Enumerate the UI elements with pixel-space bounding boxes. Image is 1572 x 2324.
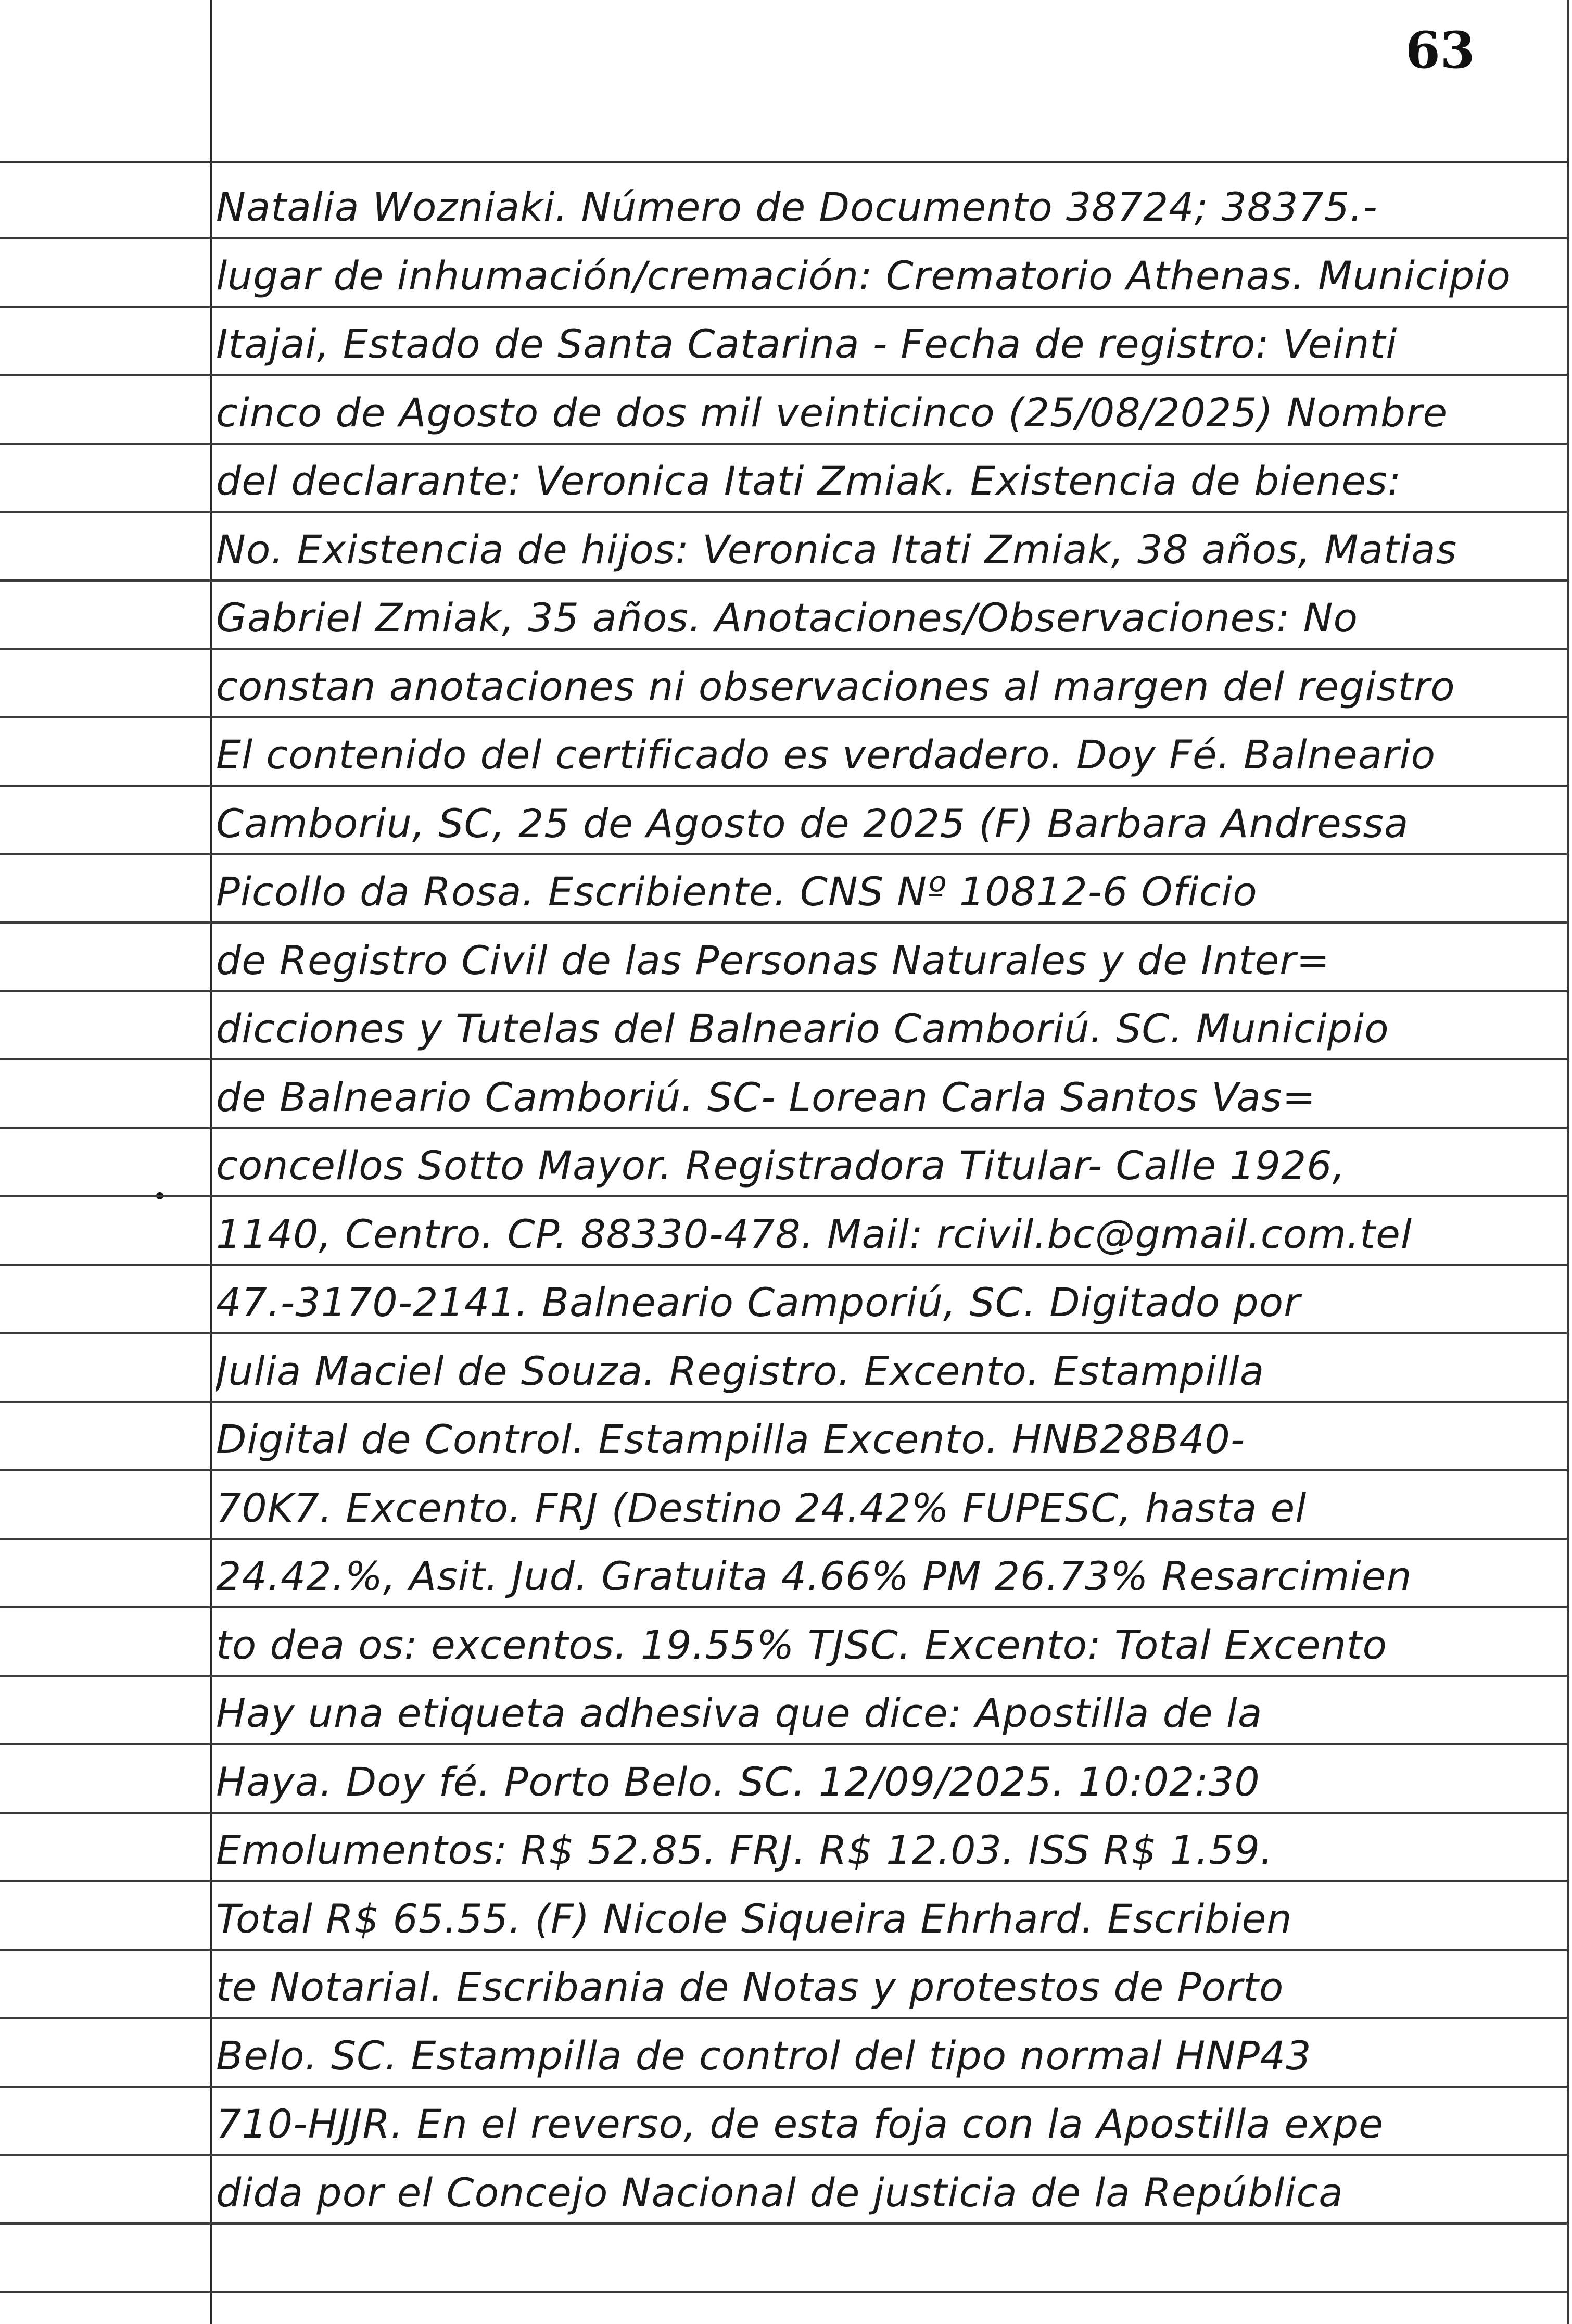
ruled-line bbox=[0, 1949, 1567, 1951]
ruled-line bbox=[0, 1606, 1567, 1608]
handwritten-line: Itajai, Estado de Santa Catarina - Fecha de registro: Veinti bbox=[216, 321, 1398, 367]
handwritten-line: lugar de inhumación/cremación: Crematorio Athenas. Municipio bbox=[216, 252, 1511, 299]
ruled-line bbox=[0, 1332, 1567, 1334]
handwritten-line: Hay una etiqueta adhesiva que dice: Apostilla de la bbox=[216, 1690, 1263, 1736]
ruled-line bbox=[0, 2154, 1567, 2156]
handwritten-line: Julia Maciel de Souza. Registro. Excento. Estampilla bbox=[216, 1348, 1265, 1394]
ruled-line bbox=[0, 716, 1567, 718]
ruled-line bbox=[0, 921, 1567, 924]
ruled-line bbox=[0, 1127, 1567, 1129]
ruled-line bbox=[0, 306, 1567, 308]
ruled-line bbox=[0, 579, 1567, 582]
ruled-line bbox=[0, 2017, 1567, 2019]
handwritten-line: constan anotaciones ni observaciones al margen del registro bbox=[216, 663, 1455, 710]
handwritten-line: te Notarial. Escribania de Notas y protestos de Porto bbox=[216, 1964, 1284, 2010]
ruled-line bbox=[0, 374, 1567, 376]
ruled-line bbox=[0, 1675, 1567, 1677]
ruled-line bbox=[0, 785, 1567, 787]
handwritten-line: dida por el Concejo Nacional de justicia de la República bbox=[216, 2169, 1343, 2216]
ruled-line bbox=[0, 853, 1567, 855]
handwritten-line: de Registro Civil de las Personas Naturales y de Inter= bbox=[216, 937, 1330, 983]
ruled-line bbox=[0, 1743, 1567, 1745]
ruled-line bbox=[0, 1538, 1567, 1540]
handwritten-line: 1140, Centro. CP. 88330-478. Mail: rcivil.bc@gmail.com.tel bbox=[216, 1211, 1412, 1257]
ruled-line bbox=[0, 1058, 1567, 1060]
handwritten-line: concellos Sotto Mayor. Registradora Titular- Calle 1926, bbox=[216, 1142, 1346, 1189]
ruled-line bbox=[0, 1469, 1567, 1471]
handwritten-line: Total R$ 65.55. (F) Nicole Siqueira Ehrhard. Escribien bbox=[216, 1896, 1292, 1942]
handwritten-line: 70K7. Excento. FRJ (Destino 24.42% FUPESC, hasta el bbox=[216, 1485, 1307, 1531]
ruled-line bbox=[0, 2086, 1567, 2088]
handwritten-line: Digital de Control. Estampilla Excento. HNB28B40- bbox=[216, 1416, 1246, 1462]
ruled-line bbox=[0, 1401, 1567, 1403]
handwritten-line: No. Existencia de hijos: Veronica Itati Zmiak, 38 años, Matias bbox=[216, 526, 1457, 573]
ruled-line bbox=[0, 443, 1567, 445]
handwritten-line: 24.42.%, Asit. Jud. Gratuita 4.66% PM 26.73% Resarcimien bbox=[216, 1553, 1412, 1599]
handwritten-line: Emolumentos: R$ 52.85. FRJ. R$ 12.03. ISS R$ 1.59. bbox=[216, 1827, 1274, 1873]
handwritten-line: to dea os: excentos. 19.55% TJSC. Excento: Total Excento bbox=[216, 1622, 1388, 1668]
ruled-line bbox=[0, 1812, 1567, 1814]
ruled-line bbox=[0, 1195, 1567, 1197]
handwritten-line: El contenido del certificado es verdadero. Doy Fé. Balneario bbox=[216, 731, 1436, 778]
margin-line bbox=[210, 0, 212, 2324]
ruled-line bbox=[0, 2291, 1567, 2293]
handwritten-line: del declarante: Veronica Itati Zmiak. Existencia de bienes: bbox=[216, 458, 1402, 504]
ruled-line bbox=[0, 1880, 1567, 1882]
handwritten-line: Gabriel Zmiak, 35 años. Anotaciones/Observaciones: No bbox=[216, 595, 1359, 641]
ruled-line bbox=[0, 990, 1567, 992]
handwritten-line: Haya. Doy fé. Porto Belo. SC. 12/09/2025. 10:02:30 bbox=[216, 1759, 1260, 1805]
handwritten-line: Natalia Wozniaki. Número de Documento 38724; 38375.- bbox=[216, 184, 1378, 230]
ruled-line bbox=[0, 1264, 1567, 1266]
ruled-line bbox=[0, 511, 1567, 513]
handwritten-line: 47.-3170-2141. Balneario Camporiú, SC. Digitado por bbox=[216, 1279, 1301, 1325]
header-rule bbox=[0, 161, 1567, 163]
handwritten-line: Camboriu, SC, 25 de Agosto de 2025 (F) Barbara Andressa bbox=[216, 800, 1409, 847]
ruled-line bbox=[0, 2222, 1567, 2225]
handwritten-line: dicciones y Tutelas del Balneario Camboriú. SC. Municipio bbox=[216, 1005, 1389, 1052]
page-number: 63 bbox=[1405, 21, 1475, 80]
ruled-line bbox=[0, 648, 1567, 650]
handwritten-line: Belo. SC. Estampilla de control del tipo normal HNP43 bbox=[216, 2032, 1312, 2079]
ruled-line bbox=[0, 237, 1567, 239]
handwritten-line: 710-HJJR. En el reverso, de esta foja con la Apostilla expe bbox=[216, 2101, 1384, 2147]
page-right-edge bbox=[1567, 0, 1569, 2324]
handwritten-line: de Balneario Camboriú. SC- Lorean Carla Santos Vas= bbox=[216, 1074, 1316, 1120]
handwritten-line: Picollo da Rosa. Escribiente. CNS Nº 10812-6 Oficio bbox=[216, 868, 1258, 915]
handwritten-line: cinco de Agosto de dos mil veinticinco (25/08/2025) Nombre bbox=[216, 389, 1448, 436]
